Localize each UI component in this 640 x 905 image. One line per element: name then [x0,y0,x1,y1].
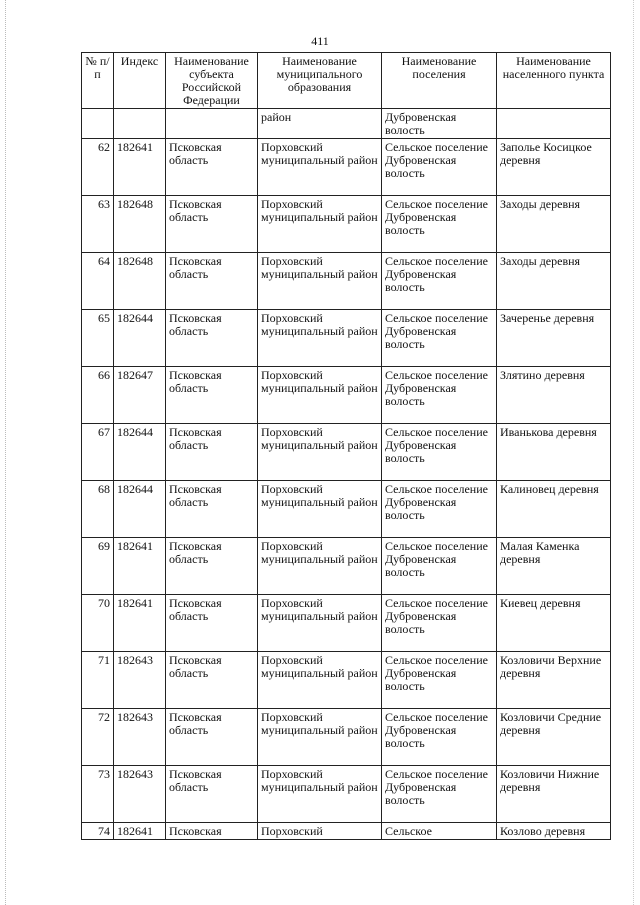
table-cell: Псковская область [166,709,258,766]
table-cell: Козлово деревня [497,823,611,840]
scan-margin-left [5,0,7,905]
table-cell: Порховский муниципальный район [258,253,382,310]
table-cell: Зачеренье деревня [497,310,611,367]
table-cell: Сельское [382,823,497,840]
table-cell: 69 [82,538,114,595]
table-cell: Сельское поселение Дубровенская волость [382,253,497,310]
table-cell: 182644 [114,310,166,367]
table-cell: 182643 [114,709,166,766]
header-settlement: Наименование поселения [382,53,497,109]
table-cell [82,109,114,139]
table-cell: 182641 [114,823,166,840]
table-cell: 182641 [114,538,166,595]
table-cell: Порховский муниципальный район [258,424,382,481]
table-cell: 63 [82,196,114,253]
table-cell: район [258,109,382,139]
table-row [82,538,611,595]
table-cell: Заполье Косицкое деревня [497,139,611,196]
table-cell: Сельское поселение Дубровенская волость [382,139,497,196]
table-cell: Псковская область [166,595,258,652]
table-cell: Псковская область [166,310,258,367]
table-cell: Козловичи Средние деревня [497,709,611,766]
table-cell: Сельское поселение Дубровенская волость [382,310,497,367]
header-number: № п/п [82,53,114,109]
table-cell: Сельское поселение Дубровенская волость [382,424,497,481]
table-cell: Порховский муниципальный район [258,538,382,595]
table-cell: Сельское поселение Дубровенская волость [382,538,497,595]
table-cell: 182644 [114,424,166,481]
table-cell: Псковская область [166,196,258,253]
table-cell: 65 [82,310,114,367]
table-cell: Киевец деревня [497,595,611,652]
table-cell: Калиновец деревня [497,481,611,538]
table-row [82,766,611,823]
table-cell: 67 [82,424,114,481]
table-cell: Сельское поселение Дубровенская волость [382,367,497,424]
table-row [82,367,611,424]
table-cell: Порховский муниципальный район [258,139,382,196]
header-index: Индекс [114,53,166,109]
table-cell: Козловичи Нижние деревня [497,766,611,823]
table-cell: Порховский муниципальный район [258,595,382,652]
table-cell: Псковская область [166,652,258,709]
table-row [82,196,611,253]
table-cell: 182643 [114,766,166,823]
table-row-last [82,823,611,840]
table-cell: Сельское поселение Дубровенская волость [382,652,497,709]
table-cell: Сельское поселение Дубровенская волость [382,196,497,253]
table-cell: Порховский муниципальный район [258,196,382,253]
table-cell: Дубровенская волость [382,109,497,139]
table-cell: Псковская [166,823,258,840]
table-row [82,481,611,538]
table-cell: Порховский муниципальный район [258,310,382,367]
table-cell: 182643 [114,652,166,709]
table-cell: Заходы деревня [497,253,611,310]
table-cell: Псковская область [166,253,258,310]
table-cell: Псковская область [166,766,258,823]
table-cell: 71 [82,652,114,709]
table-cell [497,109,611,139]
table-cell [166,109,258,139]
table-cell: 70 [82,595,114,652]
table-cell: 182648 [114,253,166,310]
table-row [82,709,611,766]
header-municipality: Наименование муниципального образования [258,53,382,109]
table-cell: 182647 [114,367,166,424]
table-cell: 182644 [114,481,166,538]
table-header-row [82,53,611,109]
table-cell: Порховский [258,823,382,840]
table-row [82,139,611,196]
header-subject: Наименование субъекта Российской Федерации [166,53,258,109]
table-cell: 62 [82,139,114,196]
table-cell: Порховский муниципальный район [258,766,382,823]
table-cell: Сельское поселение Дубровенская волость [382,766,497,823]
table-cell: Порховский муниципальный район [258,709,382,766]
table-cell: Псковская область [166,139,258,196]
table-row-continuation [82,109,611,139]
table-cell: 182648 [114,196,166,253]
table-cell: 72 [82,709,114,766]
table-cell: Псковская область [166,481,258,538]
table-cell: Злятино деревня [497,367,611,424]
table-cell: 68 [82,481,114,538]
table-row [82,595,611,652]
table-cell: Малая Каменка деревня [497,538,611,595]
table-cell: Сельское поселение Дубровенская волость [382,595,497,652]
table-cell: Заходы деревня [497,196,611,253]
page-number: 411 [311,34,329,48]
table-row [82,652,611,709]
table-cell: 64 [82,253,114,310]
table-cell: 66 [82,367,114,424]
table-row [82,310,611,367]
table-cell: Псковская область [166,538,258,595]
table-cell: 73 [82,766,114,823]
scan-margin-right [633,0,635,905]
table-cell: 74 [82,823,114,840]
table-cell: 182641 [114,595,166,652]
settlements-table [81,52,611,840]
table-cell: Порховский муниципальный район [258,367,382,424]
table-cell: Козловичи Верхние деревня [497,652,611,709]
table-cell: Сельское поселение Дубровенская волость [382,481,497,538]
table-row [82,424,611,481]
table-cell: Иванькова деревня [497,424,611,481]
header-locality: Наименование населенного пункта [497,53,611,109]
table-cell: Порховский муниципальный район [258,652,382,709]
table-cell: Псковская область [166,424,258,481]
table-cell: Сельское поселение Дубровенская волость [382,709,497,766]
table-cell [114,109,166,139]
table-cell: 182641 [114,139,166,196]
table-row [82,253,611,310]
table-cell: Псковская область [166,367,258,424]
table-cell: Порховский муниципальный район [258,481,382,538]
